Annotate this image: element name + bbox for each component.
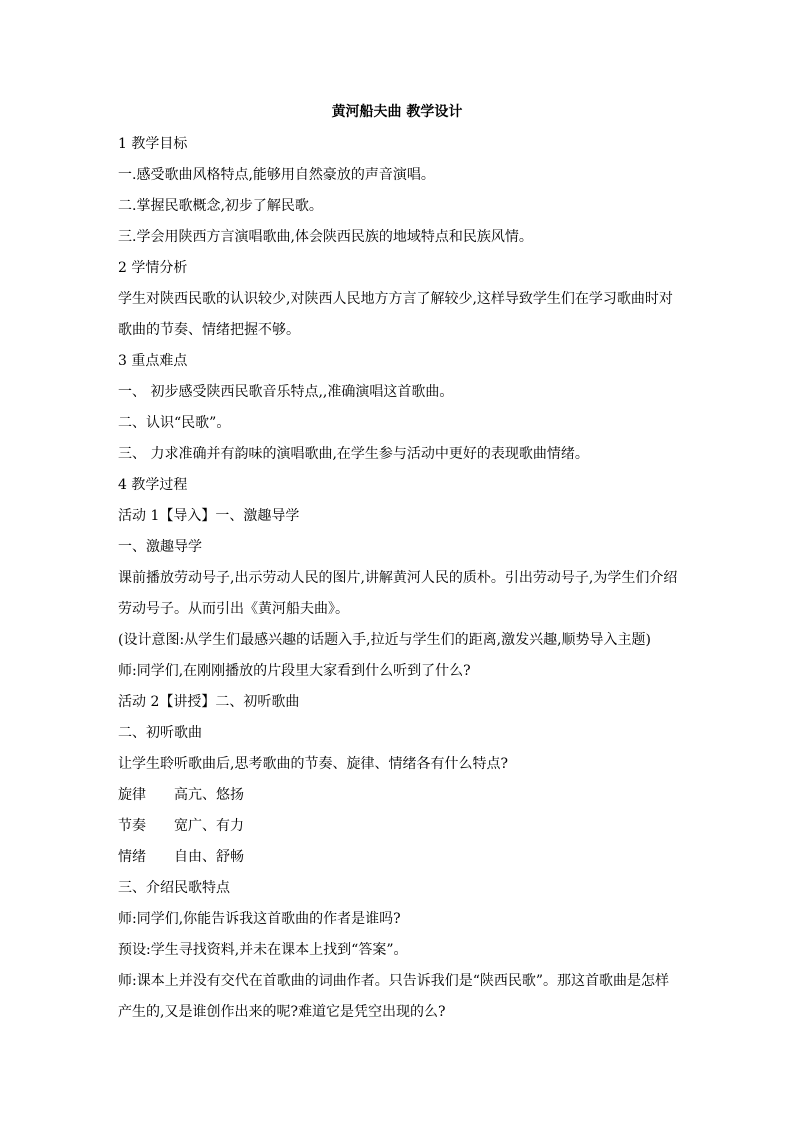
paragraph-line: 三.学会用陕西方言演唱歌曲,体会陕西民族的地域特点和民族风情。 — [118, 229, 533, 245]
paragraph-line: 课前播放劳动号子,出示劳动人民的图片,讲解黄河人民的质朴。引出劳动号子,为学生们介绍 — [118, 570, 678, 586]
paragraph-line: 预设:学生寻找资料,并未在课本上找到“答案”。 — [118, 942, 408, 958]
section-heading-objectives: 1 教学目标 — [118, 136, 188, 152]
paragraph-line: (设计意图:从学生们最感兴趣的话题入手,拉近与学生们的距离,激发兴趣,顺势导入主题) — [118, 632, 651, 648]
activity-heading: 活动 2【讲授】二、初听歌曲 — [118, 694, 300, 710]
section-heading-process: 4 教学过程 — [118, 477, 188, 493]
paragraph-line: 二、认识“民歌”。 — [118, 415, 231, 431]
paragraph-line: 师:同学们,在刚刚播放的片段里大家看到什么听到了什么? — [118, 663, 471, 679]
trait-value: 自由、舒畅 — [174, 849, 244, 865]
activity-heading: 活动 1【导入】一、激趣导学 — [118, 508, 300, 524]
paragraph-line: 一.感受歌曲风格特点,能够用自然豪放的声音演唱。 — [118, 167, 435, 183]
paragraph-line: 二.掌握民歌概念,初步了解民歌。 — [118, 198, 323, 214]
trait-label: 情绪 — [118, 849, 146, 865]
paragraph-line: 歌曲的节奏、情绪把握不够。 — [118, 322, 300, 338]
section-heading-key-points: 3 重点难点 — [118, 353, 188, 369]
paragraph-line: 师:同学们,你能告诉我这首歌曲的作者是谁吗? — [118, 911, 401, 927]
paragraph-line: 二、初听歌曲 — [118, 725, 202, 741]
paragraph-line: 一、 初步感受陕西民歌音乐特点,,准确演唱这首歌曲。 — [118, 384, 454, 400]
paragraph-line: 让学生聆听歌曲后,思考歌曲的节奏、旋律、情绪各有什么特点? — [118, 756, 508, 772]
paragraph-line: 劳动号子。从而引出《黄河船夫曲》。 — [118, 601, 349, 617]
section-heading-analysis: 2 学情分析 — [118, 260, 188, 276]
paragraph-line: 学生对陕西民歌的认识较少,对陕西人民地方方言了解较少,这样导致学生们在学习歌曲时对 — [118, 291, 673, 307]
paragraph-line: 师:课本上并没有交代在首歌曲的词曲作者。只告诉我们是“陕西民歌”。那这首歌曲是怎样 — [118, 973, 670, 989]
trait-value: 宽广、有力 — [174, 818, 244, 834]
trait-value: 高亢、悠扬 — [174, 787, 244, 803]
trait-label: 节奏 — [118, 818, 146, 834]
paragraph-line: 一、激趣导学 — [118, 539, 202, 555]
trait-label: 旋律 — [118, 787, 146, 803]
paragraph-line: 三、介绍民歌特点 — [118, 880, 230, 896]
paragraph-line: 产生的,又是谁创作出来的呢?难道它是凭空出现的么? — [118, 1004, 446, 1020]
document-title: 黄河船夫曲 教学设计 — [331, 104, 463, 120]
paragraph-line: 三、 力求准确并有韵味的演唱歌曲,在学生参与活动中更好的表现歌曲情绪。 — [118, 446, 589, 462]
